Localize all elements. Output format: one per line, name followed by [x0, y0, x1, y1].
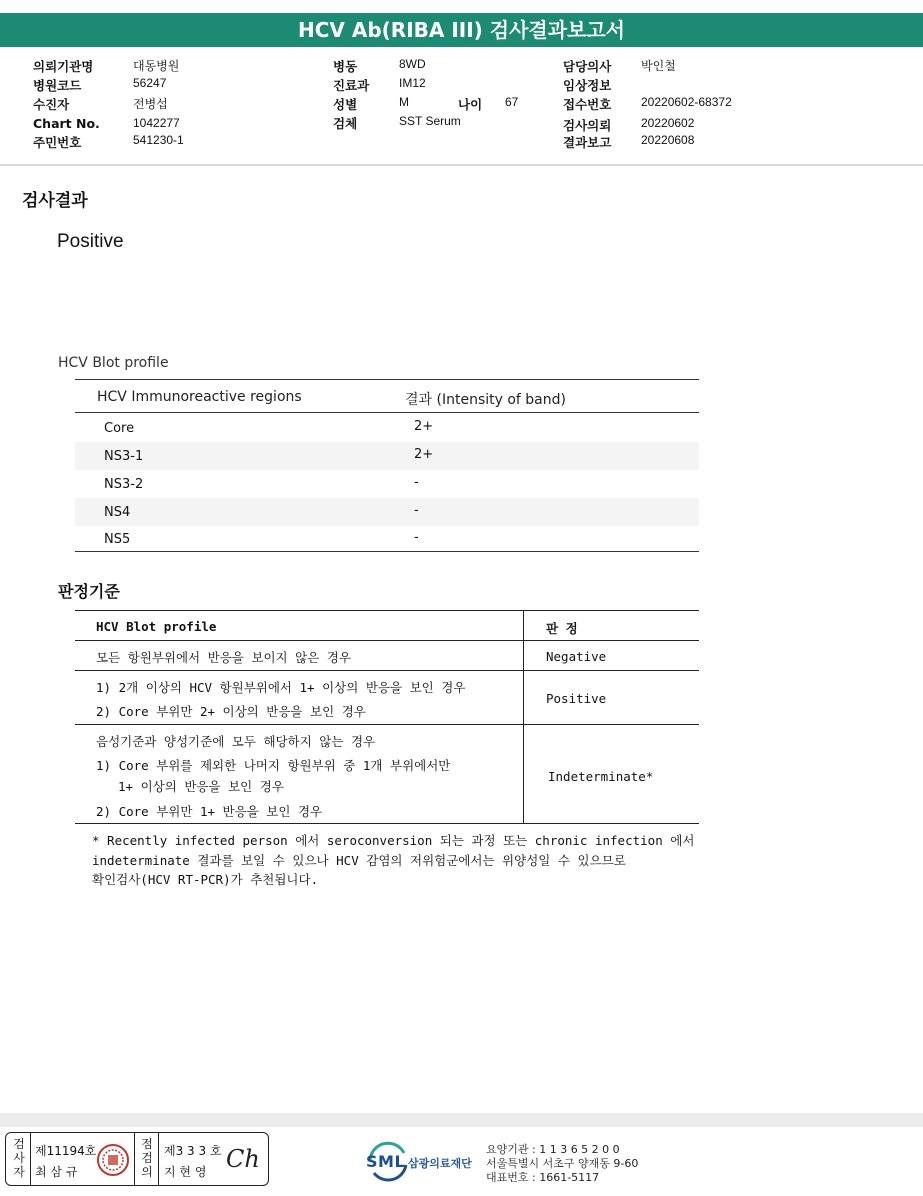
request-value: 20220602	[641, 116, 695, 130]
examiner-label-text: 검 사 자	[13, 1137, 25, 1179]
intensity-cell: -	[414, 530, 419, 545]
ward-value: 8WD	[399, 57, 426, 71]
region-cell: NS3-1	[104, 449, 144, 464]
indeterminate-description-1a: 1) Core 부위를 제외한 나머지 항원부위 중 1개 부위에서만	[96, 758, 451, 773]
intensity-cell: 2+	[414, 419, 434, 434]
table-row	[75, 470, 699, 498]
negative-judgement: Negative	[546, 649, 607, 664]
criteria-line	[75, 610, 699, 611]
intensity-cell: -	[414, 475, 419, 490]
signature-separator	[158, 1133, 159, 1185]
ward-label: 병동	[333, 59, 358, 74]
table-row	[75, 498, 699, 526]
blot-table-bottom-line	[75, 551, 699, 552]
org-name: 삼광의료재단	[408, 1157, 472, 1170]
specimen-value: SST Serum	[399, 114, 461, 128]
request-label: 검사의뢰	[563, 118, 612, 133]
address: 서울특별시 서초구 양재동 9-60	[486, 1157, 639, 1170]
region-cell: NS4	[104, 505, 131, 520]
criteria-line	[75, 670, 699, 671]
examiner-license: 제11194호	[35, 1144, 97, 1158]
indeterminate-judgement: Indeterminate*	[548, 769, 654, 784]
sex-value: M	[399, 95, 409, 109]
result-heading: 검사결과	[22, 191, 88, 211]
footnote	[92, 831, 694, 890]
chart-no-label: Chart No.	[33, 116, 100, 131]
examiner-label	[9, 1137, 29, 1179]
reviewer-label-text: 점 검 의	[141, 1137, 153, 1179]
region-cell: NS3-2	[104, 477, 144, 492]
negative-description: 모든 항원부위에서 반응을 보이지 않은 경우	[96, 650, 351, 665]
footnote-line-2: indeterminate 결과를 보일 수 있으나 HCV 감염의 저위험군에서는 위양성일 수 있으므로	[92, 852, 626, 868]
age-label: 나이	[458, 97, 483, 112]
region-cell: NS5	[104, 532, 131, 547]
blot-table-top-line	[75, 379, 699, 380]
intensity-cell: 2+	[414, 447, 434, 462]
resident-no-label: 주민번호	[33, 135, 82, 150]
criteria-col-divider	[523, 610, 524, 824]
chart-no-value: 1042277	[133, 116, 180, 130]
criteria-line	[75, 823, 699, 824]
examinee-label: 수진자	[33, 97, 70, 112]
blot-col-intensity: 결과 (Intensity of band)	[405, 392, 566, 408]
footnote-line-1: * Recently infected person 에서 seroconversion 되는 과정 또는 chronic infection 에서	[92, 833, 695, 848]
criteria-table	[75, 610, 699, 824]
specimen-label: 검체	[333, 116, 358, 131]
clinical-label: 임상정보	[563, 78, 612, 93]
doctor-value: 박인철	[641, 59, 676, 73]
reviewer-label	[137, 1137, 157, 1179]
indeterminate-description-1b: 1+ 이상의 반응을 보인 경우	[118, 779, 284, 794]
reviewer-license: 제3 3 3 호	[164, 1144, 222, 1158]
dept-value: IM12	[399, 76, 426, 90]
dept-label: 진료과	[333, 78, 370, 93]
signature-separator	[30, 1133, 31, 1185]
criteria-col-judgement: 판 정	[546, 621, 578, 636]
result-value: Positive	[57, 231, 124, 252]
blot-col-region: HCV Immunoreactive regions	[97, 389, 302, 405]
sex-label: 성별	[333, 97, 358, 112]
positive-description-2: 2) Core 부위만 2+ 이상의 반응을 보인 경우	[96, 704, 366, 719]
sml-logo-text: SML	[366, 1152, 406, 1171]
criteria-line	[75, 724, 699, 725]
footer-band	[0, 1113, 923, 1127]
criteria-line	[75, 640, 699, 641]
blot-profile-title: HCV Blot profile	[58, 355, 169, 371]
receipt-value: 20220602-68372	[641, 95, 732, 109]
table-row	[75, 414, 699, 442]
report-title: HCV Ab(RIBA III) 검사결과보고서	[0, 13, 923, 47]
care-code: 요양기관 : 1 1 3 6 5 2 0 0	[486, 1143, 620, 1156]
indeterminate-description-2: 2) Core 부위만 1+ 반응을 보인 경우	[96, 804, 323, 819]
positive-description-1: 1) 2개 이상의 HCV 항원부위에서 1+ 이상의 반응을 보인 경우	[96, 680, 466, 695]
hospital-code-value: 56247	[133, 76, 167, 90]
examiner-name: 최 삼 규	[35, 1165, 78, 1179]
footnote-line-3: 확인검사(HCV RT-PCR)가 추천됩니다.	[92, 872, 319, 887]
blot-table-header-line	[75, 412, 699, 413]
resident-no-value: 541230-1	[133, 133, 184, 147]
age-value: 67	[505, 95, 519, 109]
intensity-cell: -	[414, 503, 419, 518]
positive-judgement: Positive	[546, 691, 607, 706]
criteria-heading: 판정기준	[58, 582, 120, 601]
reviewer-name: 지 현 영	[164, 1165, 207, 1179]
patient-info	[0, 55, 923, 155]
hospital-code-label: 병원코드	[33, 78, 82, 93]
table-row	[75, 525, 699, 553]
examiner-seal-icon	[96, 1143, 130, 1177]
institution-label: 의뢰기관명	[33, 59, 94, 74]
reviewer-signature: Ch	[226, 1145, 260, 1173]
doctor-label: 담당의사	[563, 59, 612, 74]
table-row	[75, 442, 699, 470]
indeterminate-description-0: 음성기준과 양성기준에 모두 해당하지 않는 경우	[96, 734, 376, 749]
region-cell: Core	[104, 421, 135, 436]
institution-value: 대동병원	[133, 59, 180, 73]
receipt-label: 접수번호	[563, 97, 612, 112]
report-label: 결과보고	[563, 135, 612, 150]
signature-box	[5, 1132, 269, 1186]
examinee-value: 전병섭	[133, 97, 168, 111]
signature-separator	[134, 1133, 135, 1185]
criteria-col-profile: HCV Blot profile	[96, 619, 217, 634]
phone: 대표번호 : 1661-5117	[486, 1171, 600, 1184]
info-divider	[0, 164, 923, 166]
report-value: 20220608	[641, 133, 695, 147]
